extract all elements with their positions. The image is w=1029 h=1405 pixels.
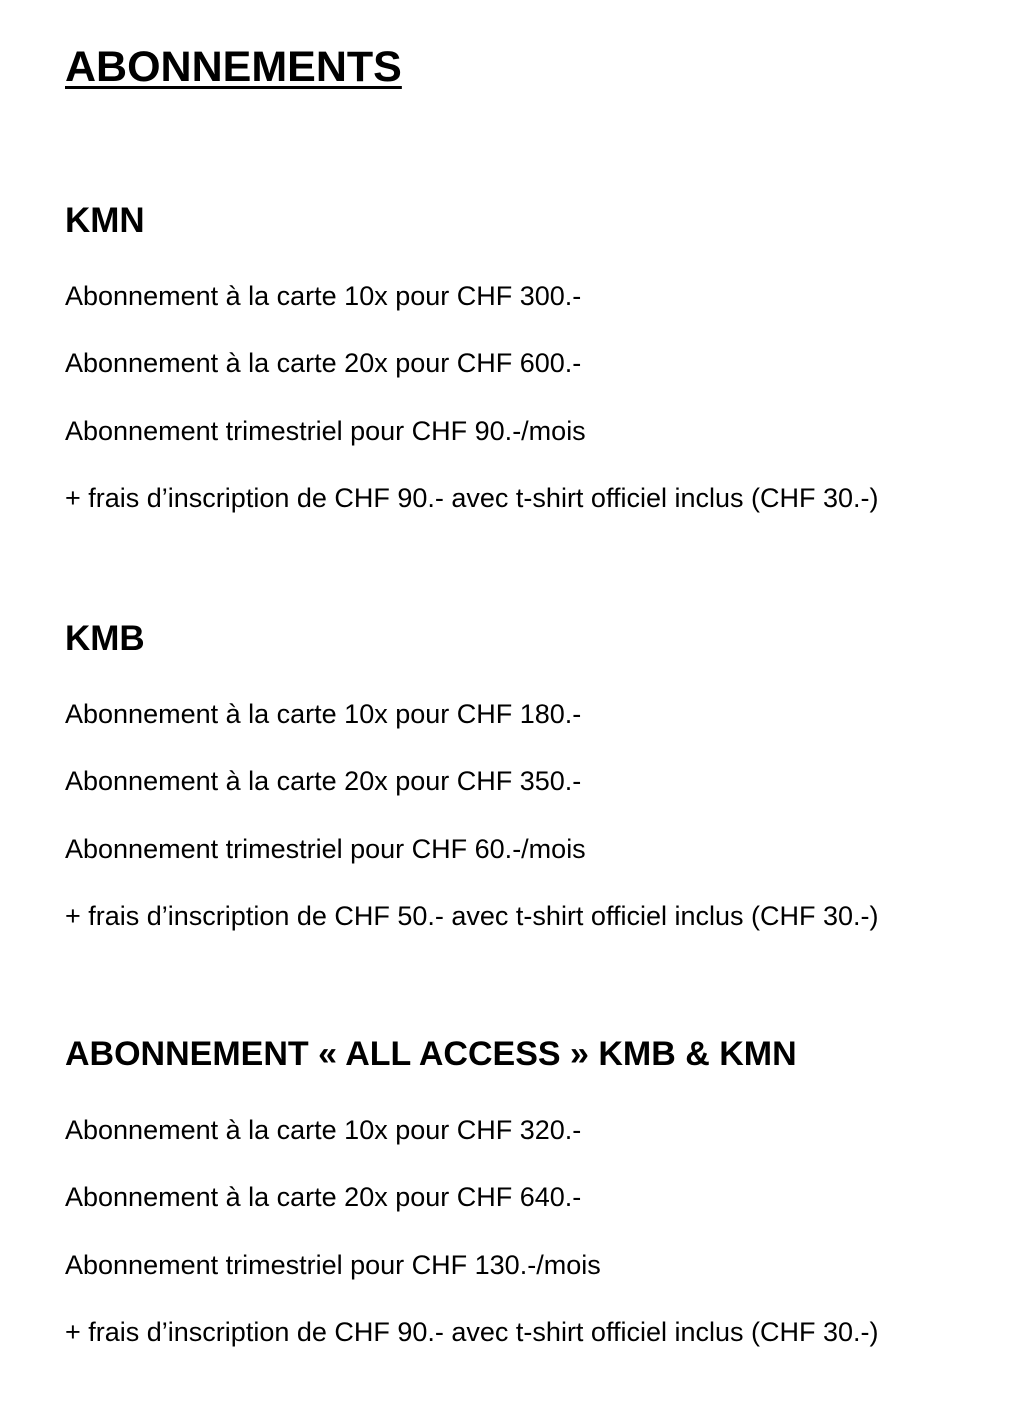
section-kmn [65,200,995,513]
page-title: ABONNEMENTS [65,43,402,91]
section-heading-kmn: KMN [65,201,145,240]
price-line: Abonnement trimestriel pour CHF 130.-/mois [65,1250,601,1280]
section-all-access [65,1034,995,1347]
section-heading-all-access: ABONNEMENT « ALL ACCESS » KMB & KMN [65,1035,797,1073]
section-kmb [65,618,995,931]
registration-fee-line: + frais d’inscription de CHF 90.- avec t-shirt officiel inclus (CHF 30.-) [65,1317,879,1347]
price-line: Abonnement à la carte 20x pour CHF 640.- [65,1182,582,1212]
registration-fee-line: + frais d’inscription de CHF 90.- avec t-shirt officiel inclus (CHF 30.-) [65,483,879,513]
registration-fee-line: + frais d’inscription de CHF 50.- avec t-shirt officiel inclus (CHF 30.-) [65,901,879,931]
price-line: Abonnement à la carte 10x pour CHF 180.- [65,699,582,729]
price-line: Abonnement trimestriel pour CHF 90.-/mois [65,416,586,446]
price-line: Abonnement à la carte 20x pour CHF 350.- [65,766,582,796]
price-line: Abonnement trimestriel pour CHF 60.-/mois [65,834,586,864]
section-heading-kmb: KMB [65,619,145,658]
price-line: Abonnement à la carte 10x pour CHF 320.- [65,1115,582,1145]
price-line: Abonnement à la carte 10x pour CHF 300.- [65,281,582,311]
price-line: Abonnement à la carte 20x pour CHF 600.- [65,348,582,378]
